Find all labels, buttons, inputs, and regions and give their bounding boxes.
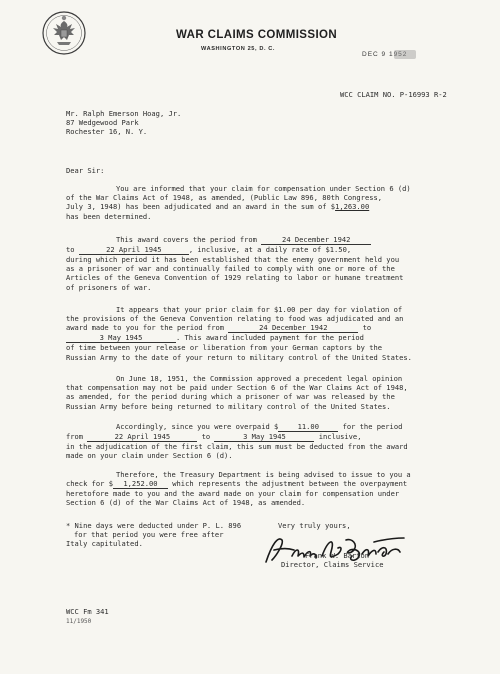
- p1-line: has been determined.: [66, 211, 152, 221]
- p2-line: of prisoners of war.: [66, 282, 152, 292]
- address-name: Mr. Ralph Emerson Hoag, Jr.: [66, 109, 182, 118]
- paragraph-award-period: [66, 235, 476, 292]
- p5-line: made on your claim under Section 6 (d).: [66, 451, 233, 461]
- great-seal-icon: [42, 11, 86, 55]
- paragraph-prior-claim: [66, 305, 476, 362]
- p3-line: award made to you for the period from 24 December 1942 to: [66, 323, 372, 333]
- check-amount: 1,252.00: [113, 480, 168, 489]
- signer-name: Frank W. Barton: [305, 551, 370, 560]
- paragraph-claim-adjudicated: [66, 184, 476, 221]
- prior-to-date: 3 May 1945: [66, 334, 176, 343]
- award-from-date: 24 December 1942: [261, 236, 371, 245]
- address-city: Rochester 16, N. Y.: [66, 127, 148, 137]
- p6-line: Section 6 (d) of the War Claims Act of 1948, as amended.: [66, 498, 306, 508]
- paragraph-overpayment: [66, 422, 476, 460]
- p6-line: heretofore made to you and the award made on your claim for compensation under: [66, 489, 400, 499]
- p6-line: Therefore, the Treasury Department is being advised to issue to you a: [116, 470, 411, 479]
- p4-line: that compensation may not be paid under Section 6 of the War Claims Act of 1948,: [66, 383, 408, 393]
- p3-line: of time between your release or liberation from your German captors by the: [66, 343, 383, 353]
- p3-line: the provisions of the Geneva Convention relating to food was adjudicated and an: [66, 314, 404, 324]
- salutation: Dear Sir:: [66, 166, 105, 175]
- award-to-date: 22 April 1945: [79, 246, 189, 255]
- p2-line: to 22 April 1945 , inclusive, at a daily rate of $1.50,: [66, 245, 352, 254]
- p5-line: from 22 April 1945 to 3 May 1945 inclusive,: [66, 432, 362, 441]
- form-suffix: 11/1950: [66, 618, 92, 625]
- p2-line: This award covers the period from 24 December 1942: [66, 235, 476, 245]
- letterhead-title: WAR CLAIMS COMMISSION: [176, 29, 338, 41]
- footnote-line: Italy capitulated.: [66, 539, 143, 549]
- p4-line: On June 18, 1951, the Commission approved a precedent legal opinion: [116, 374, 403, 383]
- prior-from-date: 24 December 1942: [228, 324, 358, 333]
- p6-line: check for $ 1,252.00 which represents the adjustment between the overpayment: [66, 479, 408, 489]
- p5-line: in the adjudication of the first claim, this sum must be deducted from the award: [66, 442, 408, 451]
- form-number: WCC Fm 341: [66, 607, 109, 616]
- address-block: [66, 109, 181, 137]
- p4-line: as amended, for the period during which a prisoner of war was released by the: [66, 392, 395, 402]
- footnote-line: for that period you were free after: [74, 530, 224, 540]
- p2-line: during which period it has been established that the enemy government held you: [66, 255, 400, 264]
- overpaid-amount: 11.00: [278, 423, 338, 432]
- p1-line: July 3, 1948) has been adjudicated and an award in the sum of $1,263.00: [66, 202, 370, 212]
- p5-line: Accordingly, since you were overpaid $ 11.00 for the period: [116, 422, 403, 431]
- p2-line: Articles of the Geneva Convention of 1929 relating to labor or humane treatment: [66, 273, 404, 283]
- footnote-line: * Nine days were deducted under P. L. 896: [66, 521, 242, 530]
- p2-line: as a prisoner of war and continually failed to comply with one or more of the: [66, 264, 395, 274]
- claim-number: WCC CLAIM NO. P-16993 R-2: [340, 90, 447, 99]
- p1-line: of the War Claims Act of 1948, as amended, (Public Law 896, 80th Congress,: [66, 193, 383, 203]
- overpay-from-date: 22 April 1945: [87, 433, 197, 442]
- footnote: [66, 521, 241, 549]
- p1-line: You are informed that your claim for compensation under Section 6 (d): [116, 184, 411, 193]
- date-stamp: DEC 9 1952: [362, 51, 408, 58]
- paragraph-treasury-check: [66, 470, 476, 508]
- overpay-to-date: 3 May 1945: [214, 433, 314, 442]
- stamp-ink-mark: [393, 48, 419, 62]
- signer-block: [281, 551, 384, 569]
- paragraph-legal-opinion: [66, 374, 476, 411]
- p3-line: It appears that your prior claim for $1.00 per day for violation of: [116, 305, 403, 314]
- signer-title: Director, Claims Service: [281, 560, 384, 570]
- p4-line: Russian Army before being returned to military control of the United States.: [66, 401, 391, 411]
- p3-line: Russian Army to the date of your return to military control of the United States.: [66, 352, 412, 362]
- closing: Very truly yours,: [278, 521, 351, 530]
- letterhead-city: WASHINGTON 25, D. C.: [201, 46, 276, 52]
- address-street: 87 Wedgewood Park: [66, 118, 139, 128]
- award-amount: 1,263.00: [335, 202, 370, 212]
- p3-line: 3 May 1945 . This award included payment for the period: [66, 333, 476, 343]
